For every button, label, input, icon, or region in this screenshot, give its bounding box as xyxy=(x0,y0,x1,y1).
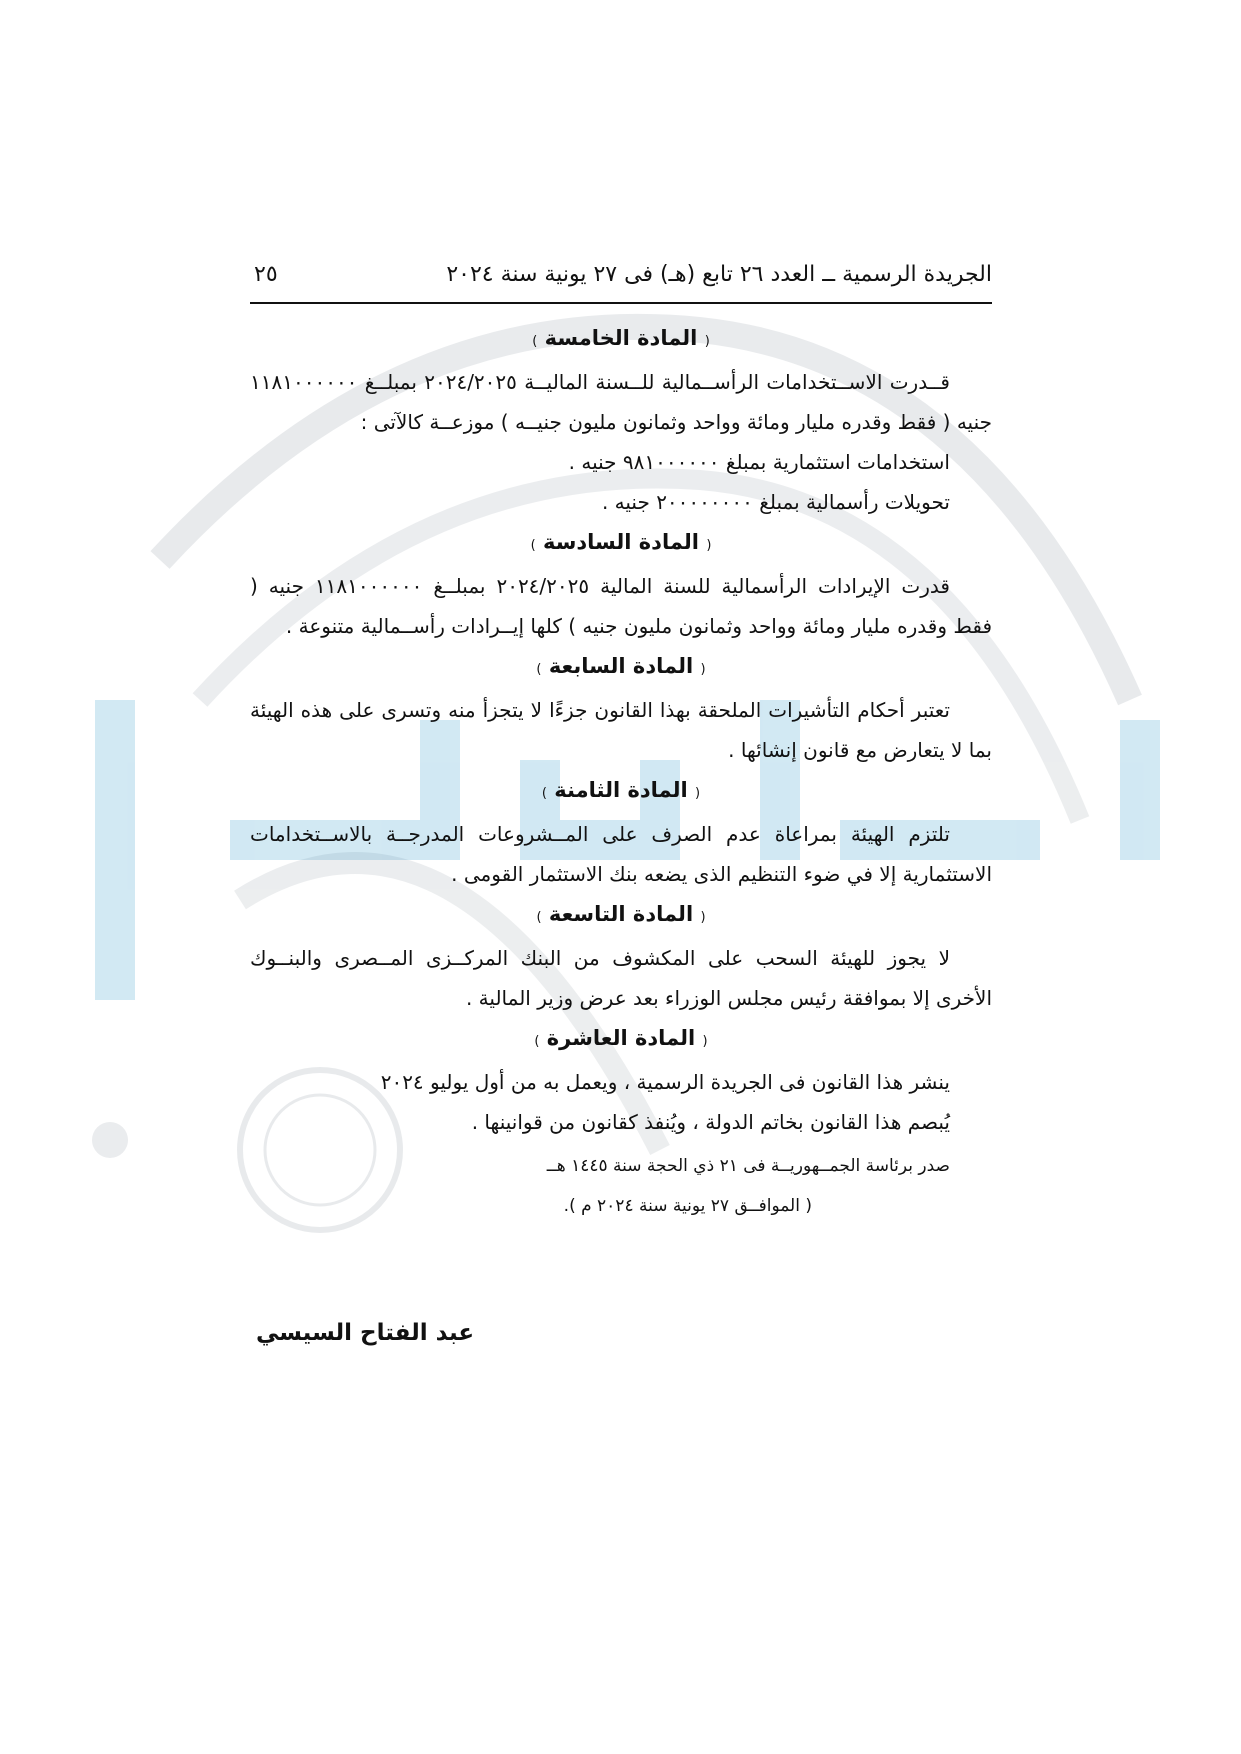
signature: عبد الفتاح السيسي xyxy=(256,1320,475,1346)
list-item: يُبصم هذا القانون بخاتم الدولة ، ويُنفذ كقانون من قوانينها . xyxy=(471,1110,950,1134)
article-heading: ( المادة الثامنة ) xyxy=(541,778,701,802)
list-item: تحويلات رأسمالية بمبلغ ٢٠٠٠٠٠٠٠٠ جنيه . xyxy=(601,490,950,514)
list-item: استخدامات استثمارية بمبلغ ٩٨١٠٠٠٠٠٠ جنيه . xyxy=(568,450,950,474)
gazette-title: الجريدة الرسمية ــ العدد ٢٦ تابع (هـ) فى ٢٧ يونية سنة ٢٠٢٤ xyxy=(446,262,992,287)
page-header xyxy=(250,258,992,304)
page-number: ٢٥ xyxy=(254,262,278,287)
article-heading: ( المادة الخامسة ) xyxy=(532,326,710,350)
article-text: تلتزم الهيئة بمراعاة عدم الصرف على المــشروعات المدرجــة بالاســتخدامات الاستثمارية إلا في ضوء التنظيم الذى يضعه بنك الاستثمار القومى . xyxy=(250,822,992,886)
article-heading: ( المادة السادسة ) xyxy=(530,530,712,554)
issuance-date: ( الموافــق ٢٧ يونية سنة ٢٠٢٤ م ). xyxy=(563,1196,812,1216)
issuance-line: صدر برئاسة الجمــهوريــة فى ٢١ ذي الحجة سنة ١٤٤٥ هــ xyxy=(546,1156,950,1176)
article-heading: ( المادة العاشرة ) xyxy=(534,1026,708,1050)
article-heading: ( المادة التاسعة ) xyxy=(536,902,706,926)
article-text: قدرت الإيرادات الرأسمالية للسنة المالية ٢٠٢٤/٢٠٢٥ بمبلــغ ١١٨١٠٠٠٠٠٠ جنيه ( فقط وقدره مليار ومائة وواحد وثمانون مليون جنيه ) كلها إيــرادات رأســمالية متنوعة . xyxy=(250,574,992,638)
article-text: تعتبر أحكام التأشيرات الملحقة بهذا القانون جزءًا لا يتجزأ منه وتسرى على هذه الهيئة بما لا يتعارض مع قانون إنشائها . xyxy=(250,698,992,762)
law-body xyxy=(250,318,992,1226)
article-text: لا يجوز للهيئة السحب على المكشوف من البنك المركــزى المــصرى والبنــوك الأخرى إلا بموافقة رئيس مجلس الوزراء بعد عرض وزير المالية . xyxy=(250,946,992,1010)
list-item: ينشر هذا القانون فى الجريدة الرسمية ، ويعمل به من أول يوليو ٢٠٢٤ xyxy=(380,1070,950,1094)
article-heading: ( المادة السابعة ) xyxy=(536,654,706,678)
article-text: قــدرت الاســتخدامات الرأســمالية للــسنة الماليــة ٢٠٢٤/٢٠٢٥ بمبلــغ ١١٨١٠٠٠٠٠٠ جنيه ( فقط وقدره مليار ومائة وواحد وثمانون مليون جنيــه ) موزعــة كالآتى : xyxy=(250,370,992,434)
